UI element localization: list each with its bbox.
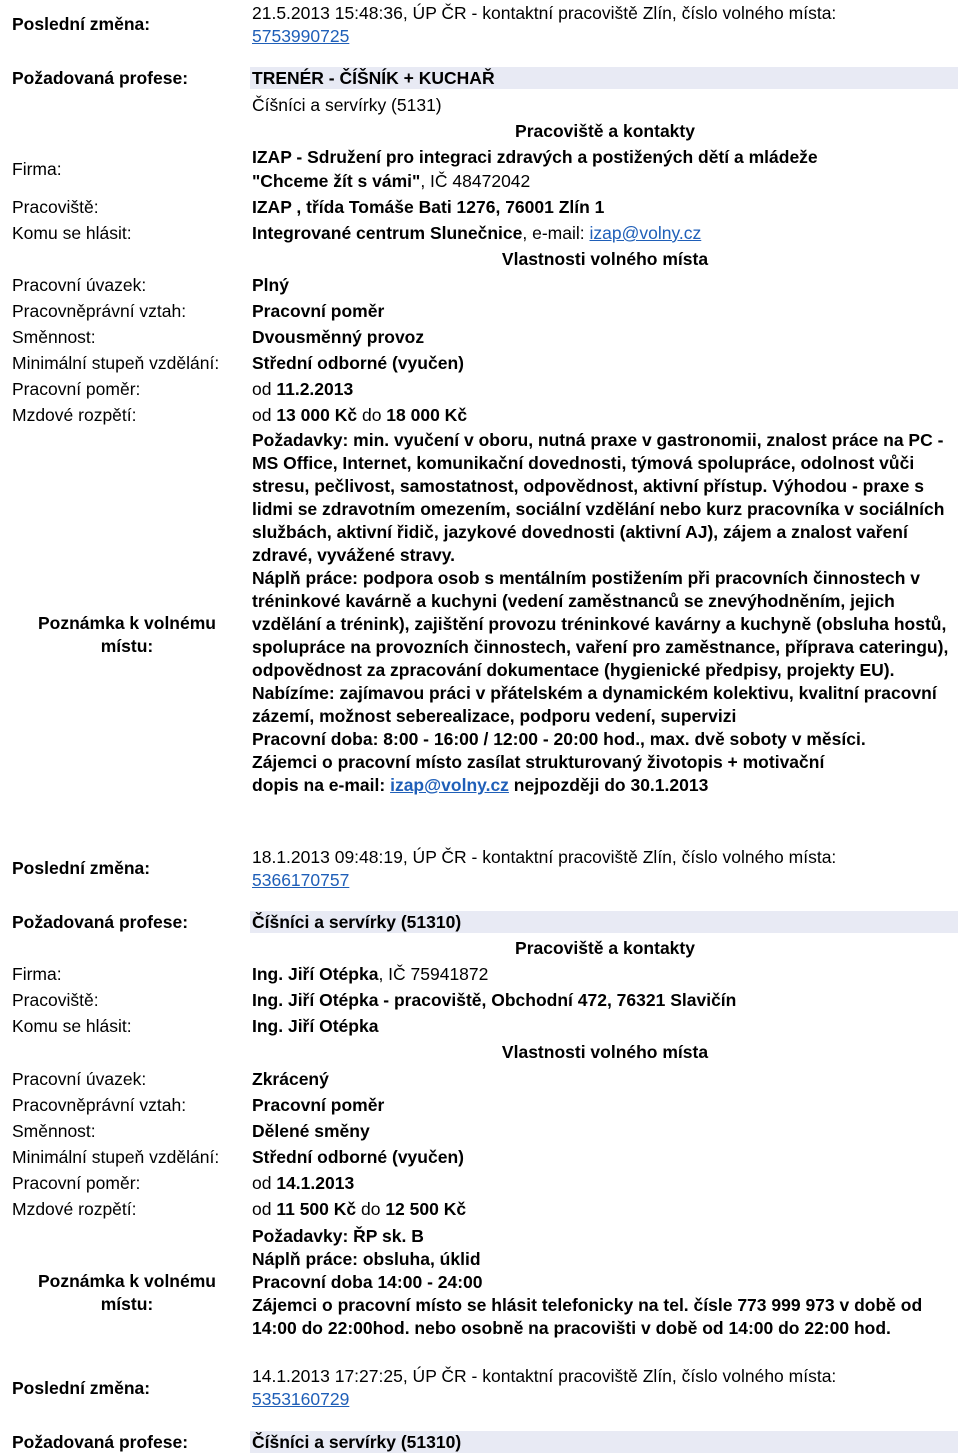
salary-min: 11 500 Kč (276, 1199, 357, 1219)
note-email-link[interactable]: izap@volny.cz (390, 775, 509, 795)
workload-label: Pracovní úvazek: (12, 275, 147, 295)
last-change-text: 14.1.2013 17:27:25, ÚP ČR - kontaktní pracoviště Zlín, číslo volného místa: (252, 1366, 837, 1386)
last-change-label: Poslední změna: (12, 1378, 151, 1398)
employment-start-label: Pracovní poměr: (12, 1173, 141, 1193)
start-prefix: od (252, 379, 277, 399)
shifts-label: Směnnost: (12, 1121, 96, 1141)
workplace-label: Pracoviště: (12, 990, 99, 1010)
profession-label: Požadovaná profese: (12, 1432, 189, 1452)
shifts-value: Dvousměnný provoz (252, 327, 425, 347)
workplace-address: IZAP , třída Tomáše Bati 1276, 76001 Zlín 1 (252, 197, 605, 217)
contact-email-link[interactable]: izap@volny.cz (589, 223, 702, 243)
contact-organization: Integrované centrum Slunečnice (252, 223, 523, 243)
start-date: 11.2.2013 (276, 379, 354, 399)
salary-max: 12 500 Kč (385, 1199, 467, 1219)
note-job-description: Náplň práce: obsluha, úklid (252, 1249, 481, 1269)
contact-label: Komu se hlásit: (12, 223, 132, 243)
workload-value: Zkrácený (252, 1069, 329, 1089)
education-value: Střední odborné (vyučen) (252, 1147, 464, 1167)
employment-relation-label: Pracovněprávní vztah: (12, 1095, 187, 1115)
salary-range (252, 404, 467, 427)
last-change-label: Poslední změna: (12, 14, 151, 34)
note-applicants-1: Zájemci o pracovní místo zasílat strukturovaný životopis + motivační (252, 752, 825, 772)
salary-from-prefix: od (252, 405, 277, 425)
contact-value: Ing. Jiří Otépka (252, 1016, 379, 1036)
workplace-label: Pracoviště: (12, 197, 99, 217)
employment-relation-value: Pracovní poměr (252, 301, 385, 321)
profession-title: Číšníci a servírky (51310) (252, 1432, 462, 1452)
contact-label: Komu se hlásit: (12, 1016, 132, 1036)
note-label: Poznámka k volnému místu: (38, 1271, 216, 1314)
workplace-address: Ing. Jiří Otépka - pracoviště, Obchodní 472, 76321 Slavičín (252, 990, 737, 1010)
note-requirements: Požadavky: ŘP sk. B (252, 1226, 424, 1246)
workload-label: Pracovní úvazek: (12, 1069, 147, 1089)
note-text (252, 429, 954, 797)
employment-start-label: Pracovní poměr: (12, 379, 141, 399)
vacancy-number-link[interactable]: 5353160729 (252, 1389, 350, 1409)
vacancy-number-link[interactable]: 5753990725 (252, 26, 350, 46)
profession-title: Číšníci a servírky (51310) (252, 912, 462, 932)
salary-to-prefix: do (357, 405, 387, 425)
profession-category: Číšníci a servírky (5131) (252, 95, 442, 115)
employment-relation-label: Pracovněprávní vztah: (12, 301, 187, 321)
profession-label: Požadovaná profese: (12, 912, 189, 932)
company-label: Firma: (12, 159, 62, 179)
shifts-label: Směnnost: (12, 327, 96, 347)
education-label: Minimální stupeň vzdělání: (12, 1147, 220, 1167)
employment-start-value: od 14.1.2013 (252, 1173, 355, 1193)
contact-value (252, 222, 701, 245)
company-motto: "Chceme žít s vámi" (252, 171, 421, 191)
section-heading-properties: Vlastnosti volného místa (501, 249, 709, 269)
last-change-label: Poslední změna: (12, 858, 151, 878)
section-heading-workplace: Pracoviště a kontakty (515, 121, 695, 141)
salary-range: od 11 500 Kč do 12 500 Kč (252, 1199, 467, 1219)
company-name: IZAP - Sdružení pro integraci zdravých a postižených dětí a mládeže (252, 147, 818, 167)
note-text (252, 1225, 954, 1340)
shifts-value: Dělené směny (252, 1121, 370, 1141)
workload-value: Plný (252, 275, 289, 295)
company-name: Ing. Jiří Otépka, IČ 75941872 (252, 964, 489, 984)
profession-title: TRENÉR - ČÍŠNÍK + KUCHAŘ (252, 68, 495, 88)
company-name-line2 (252, 170, 530, 193)
vacancy-number-link[interactable]: 5366170757 (252, 870, 350, 890)
education-value: Střední odborné (vyučen) (252, 353, 464, 373)
profession-label: Požadovaná profese: (12, 68, 189, 88)
last-change-text: 18.1.2013 09:48:19, ÚP ČR - kontaktní pracoviště Zlín, číslo volného místa: (252, 847, 837, 867)
last-change-text: 21.5.2013 15:48:36, ÚP ČR - kontaktní pracoviště Zlín, číslo volného místa: (252, 3, 837, 23)
note-working-hours: Pracovní doba: 8:00 - 16:00 / 12:00 - 20:00 hod., max. dvě soboty v měsíci. (252, 729, 866, 749)
employment-start-value (252, 378, 353, 401)
salary-min: 13 000 Kč (276, 405, 358, 425)
note-applicants: Zájemci o pracovní místo se hlásit telefonicky na tel. čísle 773 999 973 v době od 14:00 do 22:00hod. nebo osobně na pracovišti v době od 14:00 do 22:00 hod. (252, 1295, 923, 1338)
company-ico: , IČ 48472042 (420, 171, 531, 191)
contact-email-prefix: , e-mail: (522, 223, 590, 243)
salary-label: Mzdové rozpětí: (12, 1199, 137, 1219)
start-date: 14.1.2013 (276, 1173, 355, 1193)
note-requirements: Požadavky: min. vyučení v oboru, nutná praxe v gastronomii, znalost práce na PC - MS Office, Internet, komunikační dovednosti, týmová spolupráce, odolnost vůči stresu, pečlivost, samostatnost, odpovědnost, aktivní přístup. Výhodou - praxe s lidmi se zdravotním omezením, sociální vzdělání nebo kurz pracovníka v sociálních službách, aktivní řidič, jazykové dovednosti (aktivní AJ), zájem a znalost vaření zdravé, vyvážené stravy. (252, 430, 945, 565)
note-applicants-2: dopis na e-mail: izap@volny.cz nejpozději do 30.1.2013 (252, 775, 709, 795)
note-job-description: Náplň práce: podpora osob s mentálním postižením při pracovních činnostech v tréninkové kavárně a kuchyni (vedení zaměstnanců se znevýhodněním, jejich vzdělání a trénink), zajištění provozu tréninkové kavárny a kuchyně (obsluha hostů, spolupráce na provozních činnostech, vaření pro zaměstnance, příprava cateringu), odpovědnost za zpracování dokumentace (hygienické předpisy, projekty EU). (252, 568, 949, 680)
education-label: Minimální stupeň vzdělání: (12, 353, 220, 373)
note-offer: Nabízíme: zajímavou práci v přátelském a dynamickém kolektivu, kvalitní pracovní zázemí, možnost seberealizace, podporu vedení, supervizi (252, 683, 937, 726)
salary-label: Mzdové rozpětí: (12, 405, 137, 425)
note-label: Poznámka k volnému místu: (38, 613, 216, 656)
salary-max: 18 000 Kč (386, 405, 468, 425)
employment-relation-value: Pracovní poměr (252, 1095, 385, 1115)
company-label: Firma: (12, 964, 62, 984)
section-heading-properties: Vlastnosti volného místa (501, 1042, 709, 1062)
section-heading-workplace: Pracoviště a kontakty (515, 938, 695, 958)
note-working-hours: Pracovní doba 14:00 - 24:00 (252, 1272, 483, 1292)
